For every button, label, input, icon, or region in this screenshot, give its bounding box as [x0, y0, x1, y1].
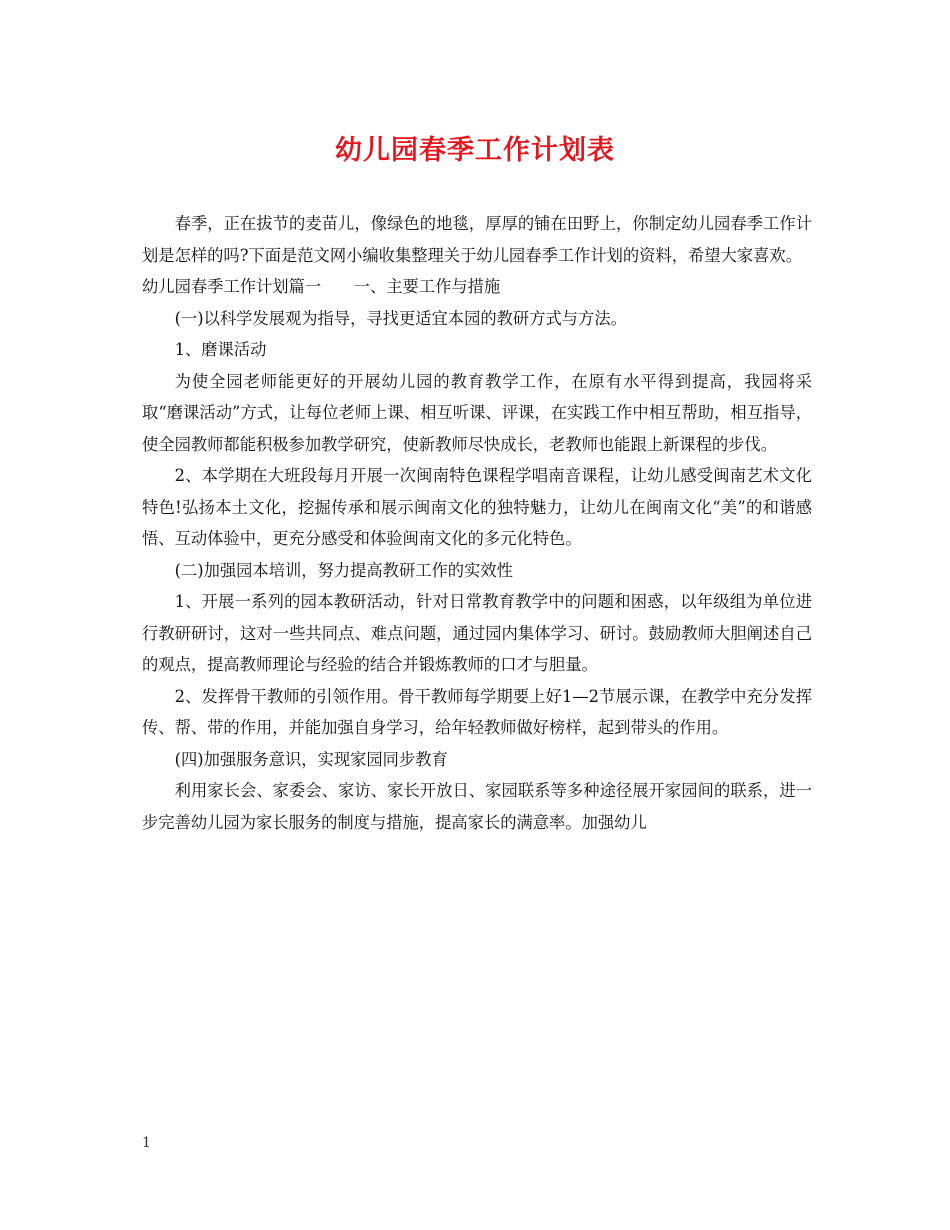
- paragraph-section-heading: 幼儿园春季工作计划篇一 一、主要工作与措施: [142, 277, 501, 296]
- paragraph-mokе: 为使全园老师能更好的开展幼儿园的教育教学工作，在原有水平得到提高，我园将采取“磨课活动”方式，让每位老师上课、相互听课、评课，在实践工作中相互帮助，相互指导，使全园教师都能积极参加教学研究，使新教师尽快成长，老教师也能跟上新课程的步伐。: [142, 371, 812, 454]
- paragraph-family: 利用家长会、家委会、家访、家长开放日、家园联系等多种途径展开家园间的联系，进一步完善幼儿园为家长服务的制度与措施，提高家长的满意率。加强幼儿: [142, 781, 812, 832]
- paragraph-item-heading: 1、磨课活动: [174, 340, 267, 359]
- paragraph-intro: 春季，正在拔节的麦苗儿，像绿色的地毯，厚厚的铺在田野上，你制定幼儿园春季工作计划是怎样的吗?下面是范文网小编收集整理关于幼儿园春季工作计划的资料，希望大家喜欢。: [142, 214, 812, 265]
- paragraph-minnan: 2、本学期在大班段每月开展一次闽南特色课程学唱南音课程，让幼儿感受闽南艺术文化特色!弘扬本土文化，挖掘传承和展示闽南文化的独特魅力，让幼儿在闽南文化“美”的和谐感悟、互动体验中，更充分感受和体验闽南文化的多元化特色。: [142, 466, 812, 548]
- paragraph-research: 1、开展一系列的园本教研活动，针对日常教育教学中的问题和困惑，以年级组为单位进行教研研讨，这对一些共同点、难点问题，通过园内集体学习、研讨。鼓励教师大胆阐述自己的观点，提高教师理论与经验的结合并锻炼教师的口才与胆量。: [142, 592, 812, 674]
- document-title: 幼儿园春季工作计划表: [335, 135, 615, 166]
- paragraph-backbone: 2、发挥骨干教师的引领作用。骨干教师每学期要上好1—2节展示课，在教学中充分发挥传、帮、带的作用，并能加强自身学习，给年轻教师做好榜样，起到带头的作用。: [142, 686, 812, 737]
- page-number: 1: [142, 1135, 151, 1151]
- document-body: [142, 208, 812, 838]
- paragraph-subheading-2: (二)加强园本培训，努力提高教研工作的实效性: [174, 560, 513, 580]
- paragraph-subheading-1: (一)以科学发展观为指导，寻找更适宜本园的教研方式与方法。: [174, 308, 627, 328]
- paragraph-subheading-4: (四)加强服务意识，实现家园同步教育: [174, 749, 448, 769]
